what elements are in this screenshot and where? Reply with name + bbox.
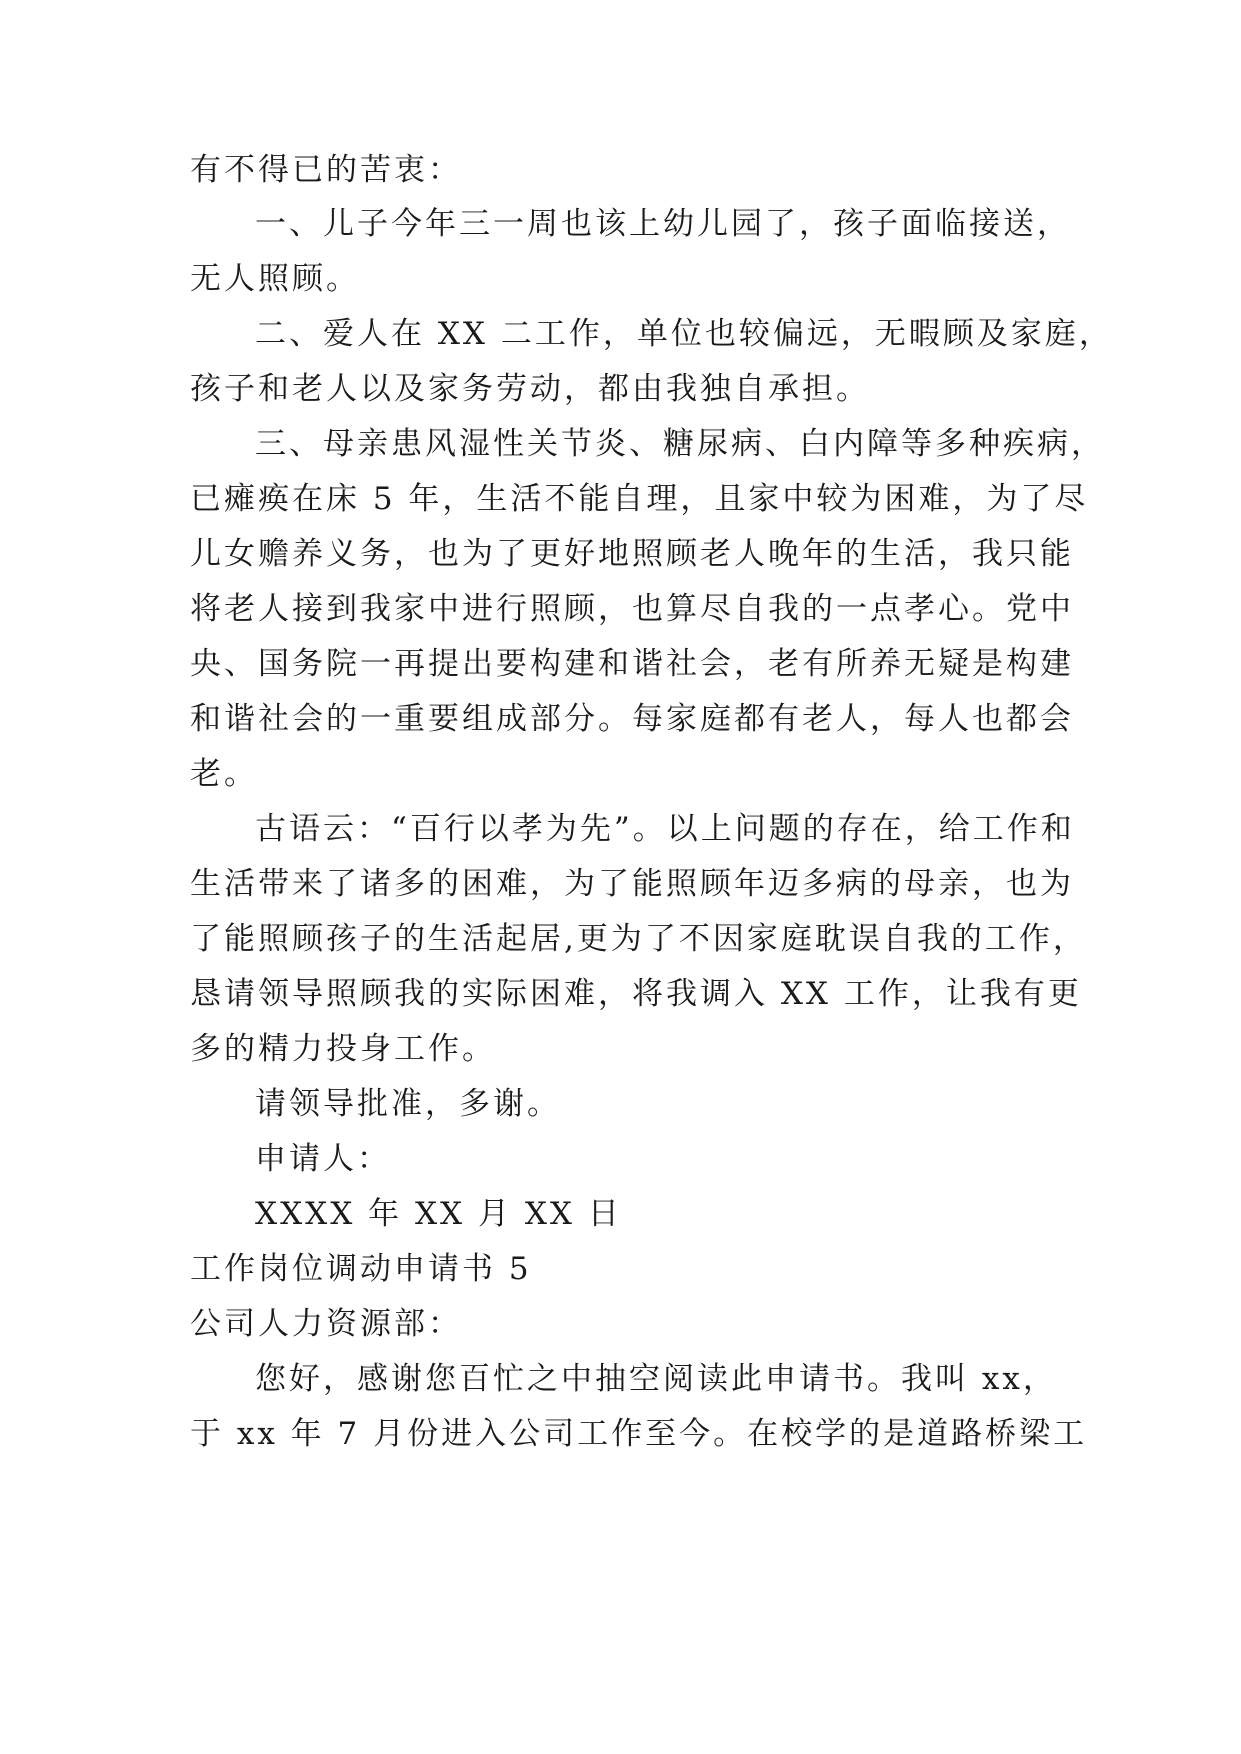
- text-line: 恳请领导照顾我的实际困难，将我调入 XX 工作，让我有更: [190, 976, 1082, 1012]
- signature-label: 申请人：: [255, 1141, 391, 1177]
- text-line: 无人照顾。: [190, 261, 360, 297]
- text-line: 央、国务院一再提出要构建和谐社会，老有所养无疑是构建: [190, 646, 1074, 682]
- text-line: 您好，感谢您百忙之中抽空阅读此申请书。我叫 xx，: [255, 1361, 1057, 1397]
- text-line: 多的精力投身工作。: [190, 1031, 496, 1067]
- text-line: 请领导批准，多谢。: [255, 1086, 561, 1122]
- text-line: 三、母亲患风湿性关节炎、糖尿病、白内障等多种疾病，: [255, 426, 1105, 462]
- text-line: 二、爱人在 XX 二工作，单位也较偏远，无暇顾及家庭，: [255, 316, 1113, 352]
- text-line: 古语云：“百行以孝为先”。以上问题的存在，给工作和: [255, 811, 1075, 847]
- text-line: 孩子和老人以及家务劳动，都由我独自承担。: [190, 371, 870, 407]
- text-line: 将老人接到我家中进行照顾，也算尽自我的一点孝心。党中: [190, 591, 1074, 627]
- text-line: 和谐社会的一重要组成部分。每家庭都有老人，每人也都会: [190, 701, 1074, 737]
- text-line: 了能照顾孩子的生活起居,更为了不因家庭耽误自我的工作，: [190, 921, 1087, 957]
- text-line: 生活带来了诸多的困难，为了能照顾年迈多病的母亲，也为: [190, 866, 1074, 902]
- text-line: 老。: [190, 756, 258, 792]
- text-line: 已瘫痪在床 5 年，生活不能自理，且家中较为困难，为了尽: [190, 481, 1089, 517]
- text-line: 儿女赡养义务，也为了更好地照顾老人晚年的生活，我只能: [190, 536, 1074, 572]
- text-line: 于 xx 年 7 月份进入公司工作至今。在校学的是道路桥梁工: [190, 1416, 1088, 1452]
- section-heading: 工作岗位调动申请书 5: [190, 1251, 532, 1287]
- text-line: 有不得已的苦衷：: [190, 152, 462, 188]
- text-line: 一、儿子今年三一周也该上幼儿园了，孩子面临接送，: [255, 206, 1071, 242]
- addressee-line: 公司人力资源部：: [190, 1306, 462, 1342]
- date-line: XXXX 年 XX 月 XX 日: [255, 1196, 622, 1232]
